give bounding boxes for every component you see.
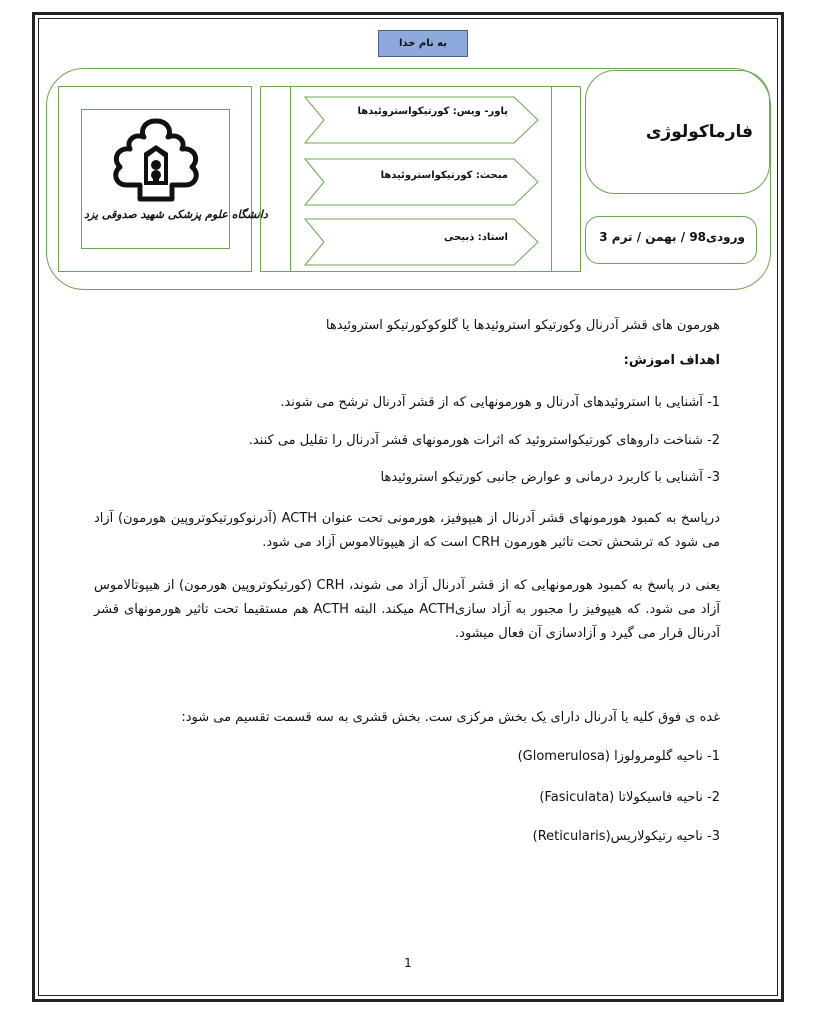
objective-item: 1- آشنایی با استروئیدهای آدرنال و هورمونهایی که از قشر آدرنال ترشح می شوند. — [280, 395, 720, 410]
chevron-shape-powerpoint — [304, 96, 540, 144]
zone-item: 1- ناحیه گلومرولوزا (Glomerulosa) — [517, 749, 720, 764]
zone-item: 2- ناحیه فاسیکولاتا (Fasiculata) — [539, 790, 720, 805]
teacher-label: استاد: ذبیحی — [443, 232, 508, 243]
university-logo-icon — [100, 115, 212, 211]
paragraph-adrenal: غده ی فوق کلیه یا آدرنال دارای یک بخش مرکزی ست. بخش قشری به سه قسمت تقسیم می شود: — [181, 710, 720, 725]
topic-label: مبحث: کورتیکواستروئیدها — [380, 170, 508, 181]
page-number: 1 — [404, 956, 412, 970]
objective-item: 2- شناخت داروهای کورتیکواستروئید که اثرات هورمونهای قشر آدرنال را تقلیل می کنند. — [248, 433, 720, 448]
course-title: فارماکولوژی — [645, 122, 753, 142]
paragraph-acth: درپاسخ به کمبود هورمونهای قشر آدرنال از هیپوفیز، هورمونی تحت عنوان ACTH (آدرنوکورتیکوتروپین هورمون) آزاد می شود که ترشحش تحت تاثیر هورمون CRH است که از هیپوتالاموس آزاد می شود. — [94, 511, 720, 550]
objectives-heading: اهداف اموزش: — [623, 353, 720, 368]
bismillah-banner: به نام خدا — [378, 30, 468, 57]
university-name: دانشگاه علوم پزشکی شهید صدوقی یزد — [84, 208, 268, 221]
objective-item: 3- آشنایی با کاربرد درمانی و عوارض جانبی کورتیکو استروئیدها — [380, 470, 720, 485]
zone-item: 3- ناحیه رتیکولاریس(Reticularis) — [532, 829, 720, 844]
chevron-shape-topic — [304, 158, 540, 206]
paragraph-crh: یعنی در پاسخ به کمبود هورمونهایی که از قشر آدرنال آزاد می شوند، CRH (کورتیکوتروپین هورمون) از هیپوتالاموس آزاد می شود. که هیپوفیز را مجبور به آزاد سازیACTH میکند. البته ACTH هم مستقیما تحت تاثیر هورمونهای قشر آدرنال قرار می گیرد و آزادسازی آن فعال میشود. — [94, 578, 720, 641]
intro-line: هورمون های قشر آدرنال وکورتیکو استروئیدها یا گلوکوکورتیکو استروئیدها — [325, 318, 720, 333]
term-label: ورودی98 / بهمن / ترم 3 — [599, 230, 745, 244]
powerpoint-label: پاور- ویس: کورتیکواستروئیدها — [357, 106, 508, 117]
